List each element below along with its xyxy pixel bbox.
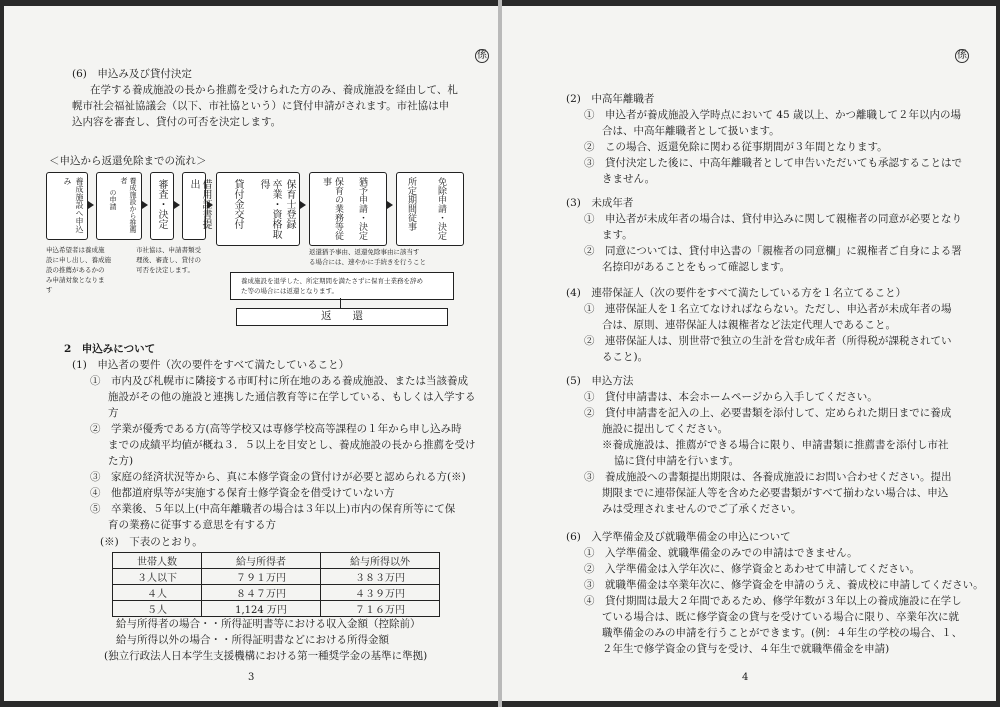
section-heading: 2 申込みについて bbox=[64, 343, 156, 355]
table-header: 給与所得以外 bbox=[321, 553, 440, 569]
flow-box-review bbox=[150, 172, 174, 240]
note-line: 設の推薦があるかの bbox=[46, 266, 105, 274]
list-line: ③ 養成施設への書類提出期限は、各養成施設にお問い合わせください。提出 bbox=[584, 471, 952, 483]
note-heading: (※) 下表のとおり。 bbox=[100, 536, 203, 548]
table-footnote: 給与所得者の場合・・所得証明書等における収入金額（控除前） bbox=[116, 618, 421, 630]
list-line: ２年生で修学資金の貸与を受け、４年生で就職準備金を申請) bbox=[602, 643, 890, 655]
note-line: 返還猶予事由、返還免除事由に該当す bbox=[309, 248, 420, 256]
table-row bbox=[113, 569, 440, 585]
flow-connector bbox=[340, 298, 341, 308]
income-table bbox=[112, 552, 440, 617]
list-line: ② 貸付申請書を記入の上、必要書類を添付して、定められた期日までに養成 bbox=[584, 407, 952, 419]
flow-arrow bbox=[174, 201, 180, 209]
section-title: (6) 申込み及び貸付決定 bbox=[72, 68, 192, 80]
note-line: す bbox=[46, 286, 53, 294]
list-line: ④ 貸付期間は最大２年間であるため、修学年数が３年以上の養成施設に在学し bbox=[584, 595, 962, 607]
note-line: 市社協は、申請書類受 bbox=[136, 246, 201, 254]
section-title: (4) 連帯保証人（次の要件をすべて満たしている方を１名立てること） bbox=[566, 287, 907, 299]
list-line: ② 連帯保証人は、別世帯で独立の生計を営む成年者（所得税が課税されてい bbox=[584, 335, 952, 347]
list-line: 合は、原則、連帯保証人は親権者など法定代理人であること。 bbox=[602, 319, 896, 331]
table-header: 給与所得者 bbox=[202, 553, 321, 569]
page-number: 4 bbox=[742, 672, 749, 683]
list-line: ③ 就職準備金は卒業年次に、修学資金を申請のうえ、養成校に申請してください。 bbox=[584, 579, 984, 591]
flow-label: 猶予申請・決定 bbox=[357, 177, 367, 240]
list-line: ④ 他都道府県等が実施する保育士修学資金を借受けていない方 bbox=[90, 487, 395, 499]
flow-label: 保育の業務等従事 bbox=[321, 177, 343, 240]
list-line: ※養成施設は、推薦ができる場合に限り、申請書類に推薦書を添付し市社 bbox=[602, 439, 949, 451]
flow-box-group-study bbox=[216, 172, 300, 246]
note-line: み申請対象となりま bbox=[46, 276, 105, 284]
flow-label: 保育士登録 bbox=[284, 179, 295, 229]
flow-box-group-work bbox=[309, 172, 387, 246]
note-line: 理後、審査し、貸付の bbox=[136, 256, 201, 264]
list-line: ている場合は、既に修学資金の貸与を受けている場合に限り、卒業年次に就 bbox=[602, 611, 959, 623]
list-line: ① 入学準備金、就職準備金のみでの申請はできません。 bbox=[584, 547, 858, 559]
list-line: ① 貸付申請書は、本会ホームページから入手してください。 bbox=[584, 391, 878, 403]
table-footnote: 給与所得以外の場合・・所得証明書などにおける所得金額 bbox=[116, 634, 389, 646]
note-line: 可否を決定します。 bbox=[136, 266, 194, 274]
flow-label: 貸付金交付 bbox=[232, 179, 243, 229]
page-stamp: 係 bbox=[477, 50, 487, 61]
flow-label: 養成施設から推薦者 bbox=[120, 177, 137, 233]
section-title: (1) 申込者の要件（次の要件をすべて満たしていること） bbox=[72, 359, 350, 371]
flow-arrow bbox=[142, 201, 148, 209]
list-line: ② 同意については、貸付申込書の「親権者の同意欄」に親権者ご自身による署 bbox=[584, 245, 962, 257]
table-cell: ７１６万円 bbox=[321, 601, 440, 617]
list-line: までの成績平均値が概ね３．５以上を目安とし、養成施設の長から推薦を受け bbox=[108, 439, 476, 451]
note-line: 養成施設を退学した、所定期間を満たさずに保育士業務を辞め bbox=[241, 277, 423, 285]
section-title: (3) 未成年者 bbox=[566, 197, 634, 209]
list-line: 職準備金のみの申請を行うことができます。(例：４年生の学校の場合、１、 bbox=[602, 627, 963, 639]
table-cell: 1,124 万円 bbox=[202, 601, 321, 617]
flow-box-recommend bbox=[96, 172, 142, 240]
list-line: きません。 bbox=[602, 173, 656, 185]
table-cell: ５人 bbox=[113, 601, 202, 617]
list-line: ます。 bbox=[602, 229, 633, 241]
note-line: 申込希望者は養成施 bbox=[46, 246, 105, 254]
list-line: 協に貸付申請を行います。 bbox=[614, 455, 740, 467]
flow-label: 返 還 bbox=[321, 310, 363, 322]
flow-label: 審査・決定 bbox=[156, 179, 167, 229]
list-line: 名捺印があることをもって確認します。 bbox=[602, 261, 791, 273]
flow-arrow bbox=[88, 201, 94, 209]
flow-box-bond bbox=[182, 172, 211, 240]
section-title: (5) 申込方法 bbox=[566, 375, 634, 387]
list-line: 方 bbox=[108, 407, 119, 419]
list-line: ② この場合、返還免除に関わる従事期間が３年間となります。 bbox=[584, 141, 888, 153]
section-title: (6) 入学準備金及び就職準備金の申込について bbox=[566, 531, 791, 543]
note-line: 設に申し出し、養成施 bbox=[46, 256, 111, 264]
table-row bbox=[113, 601, 440, 617]
table-header: 世帯人数 bbox=[113, 553, 202, 569]
list-line: ること)。 bbox=[602, 351, 649, 363]
flow-box-return bbox=[236, 308, 448, 326]
list-line: 施設に提出してください。 bbox=[602, 423, 728, 435]
list-line: 期限までに連帯保証人等を含めた必要書類がすべて揃わない場合は、申込 bbox=[602, 487, 949, 499]
page-left bbox=[4, 6, 498, 701]
list-line: みは受理されませんのでご了承ください。 bbox=[602, 503, 802, 515]
list-line: た方) bbox=[108, 455, 134, 467]
list-line: ① 申込者が養成施設入学時点において 45 歳以上、かつ離職して２年以内の場 bbox=[584, 109, 962, 121]
paragraph-line: 在学する養成施設の長から推薦を受けられた方のみ、養成施設を経由して、札 bbox=[90, 84, 458, 96]
page-number: 3 bbox=[248, 672, 255, 683]
list-line: ③ 家庭の経済状況等から、真に本修学資金の貸付けが必要と認められる方(※) bbox=[90, 471, 466, 483]
page-stamp: 係 bbox=[957, 50, 967, 61]
table-cell: ３人以下 bbox=[113, 569, 202, 585]
list-line: ② 学業が優秀である方(高等学校又は専修学校高等課程の１年から申し込み時 bbox=[90, 423, 462, 435]
list-line: 合は、中高年離職者として扱います。 bbox=[602, 125, 780, 137]
list-line: 育の業務に従事する意思を有する方 bbox=[108, 519, 276, 531]
list-line: ① 申込者が未成年者の場合は、貸付申込みに関して親権者の同意が必要となり bbox=[584, 213, 962, 225]
flow-label: の申請 bbox=[109, 189, 117, 210]
table-cell: ７９１万円 bbox=[202, 569, 321, 585]
list-line: ③ 貸付決定した後に、中高年離職者として申告いただいても承認することはで bbox=[584, 157, 962, 169]
table-header-row bbox=[113, 553, 440, 569]
table-row bbox=[113, 585, 440, 601]
list-line: ① 連帯保証人を１名立てなければならない。ただし、申込者が未成年者の場 bbox=[584, 303, 952, 315]
list-line: ② 入学準備金は入学年次に、修学資金とあわせて申請してください。 bbox=[584, 563, 920, 575]
flow-box-apply bbox=[46, 172, 88, 240]
flow-note-repay-box bbox=[230, 272, 454, 300]
list-line: ⑤ 卒業後、５年以上(中高年離職者の場合は３年以上)市内の保育所等にて保 bbox=[90, 503, 456, 515]
flow-title: ＜申込から返還免除までの流れ＞ bbox=[49, 155, 207, 167]
paragraph-line: 幌市社会福祉協議会（以下、市社協という）に貸付申請がされます。市社協は申 bbox=[72, 100, 450, 112]
page-right bbox=[502, 6, 996, 701]
list-line: ① 市内及び札幌市に隣接する市町村に所在地のある養成施設、または当該養成 bbox=[90, 375, 468, 387]
flow-label: 所定期間従事 bbox=[406, 177, 416, 231]
flow-arrow bbox=[207, 201, 213, 209]
flow-label: 養成施設へ申込み bbox=[63, 177, 84, 233]
list-line: 施設がその他の施設と連携した通信教育等に在学している、もしくは入学する bbox=[108, 391, 476, 403]
table-cell: ４３９万円 bbox=[321, 585, 440, 601]
table-footnote: (独立行政法人日本学生支援機構における第一種奨学金の基準に準拠) bbox=[104, 650, 428, 662]
flow-arrow bbox=[387, 201, 393, 209]
flow-arrow bbox=[300, 201, 306, 209]
table-cell: ４人 bbox=[113, 585, 202, 601]
table-cell: ８４７万円 bbox=[202, 585, 321, 601]
note-line: る場合には、速やかに手続きを行うこと bbox=[309, 258, 426, 266]
flow-label: 借用証書提出 bbox=[188, 179, 211, 229]
table-cell: ３８３万円 bbox=[321, 569, 440, 585]
flow-label: 免除申請・決定 bbox=[436, 177, 446, 240]
note-line: た等の場合には返還となります。 bbox=[241, 287, 338, 295]
flow-label: 卒業・資格取得 bbox=[258, 179, 281, 239]
section-title: (2) 中高年離職者 bbox=[566, 93, 655, 105]
paragraph-line: 込内容を審査し、貸付の可否を決定します。 bbox=[72, 116, 282, 128]
flow-box-group-exempt bbox=[396, 172, 464, 246]
